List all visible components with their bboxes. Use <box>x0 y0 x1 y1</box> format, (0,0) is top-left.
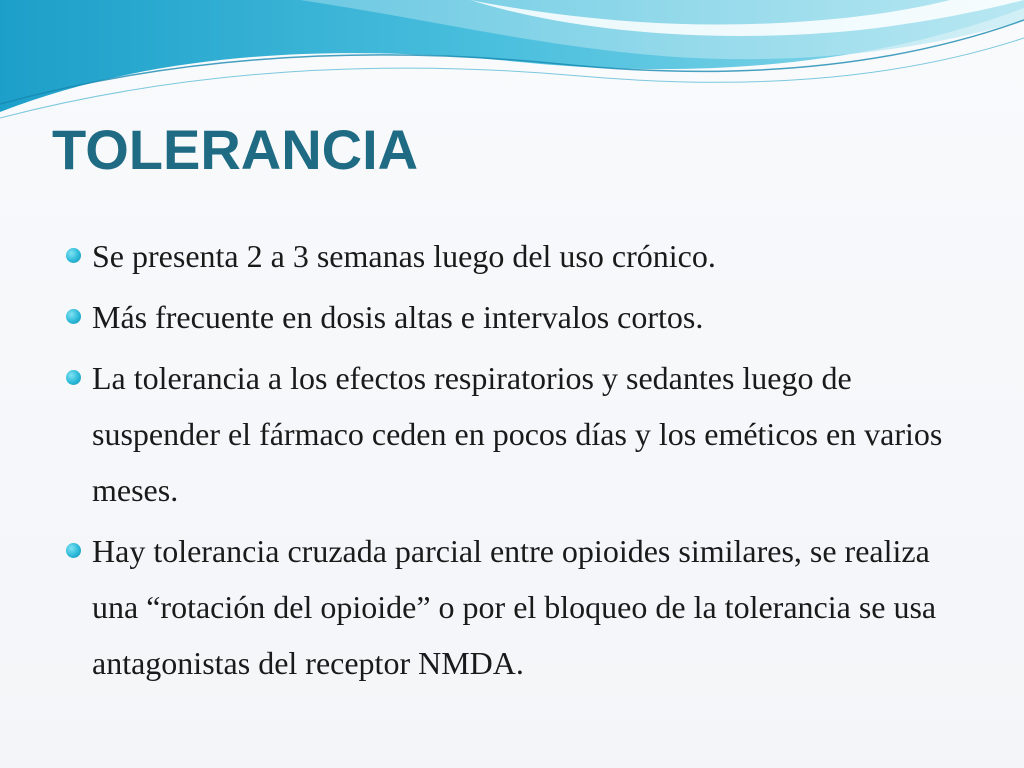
decorative-wave-header <box>0 0 1024 120</box>
bullet-list <box>60 228 980 696</box>
bullet-dot-icon <box>66 543 81 558</box>
bullet-text: Se presenta 2 a 3 semanas luego del uso crónico. <box>92 238 716 274</box>
bullet-dot-icon <box>66 370 81 385</box>
bullet-item <box>60 289 980 345</box>
bullet-text: Más frecuente en dosis altas e intervalos cortos. <box>92 299 704 335</box>
bullet-text: La tolerancia a los efectos respiratorios y sedantes luego de suspender el fármaco ceden en pocos días y los eméticos en varios meses. <box>92 360 943 508</box>
bullet-text: Hay tolerancia cruzada parcial entre opioides similares, se realiza una “rotación del opioide” o por el bloqueo de la tolerancia se usa antagonistas del receptor NMDA. <box>92 533 937 681</box>
bullet-item <box>60 228 980 284</box>
bullet-item <box>60 350 980 518</box>
slide-title: TOLERANCIA <box>52 118 419 181</box>
bullet-dot-icon <box>66 248 81 263</box>
bullet-item <box>60 523 980 691</box>
bullet-dot-icon <box>66 309 81 324</box>
